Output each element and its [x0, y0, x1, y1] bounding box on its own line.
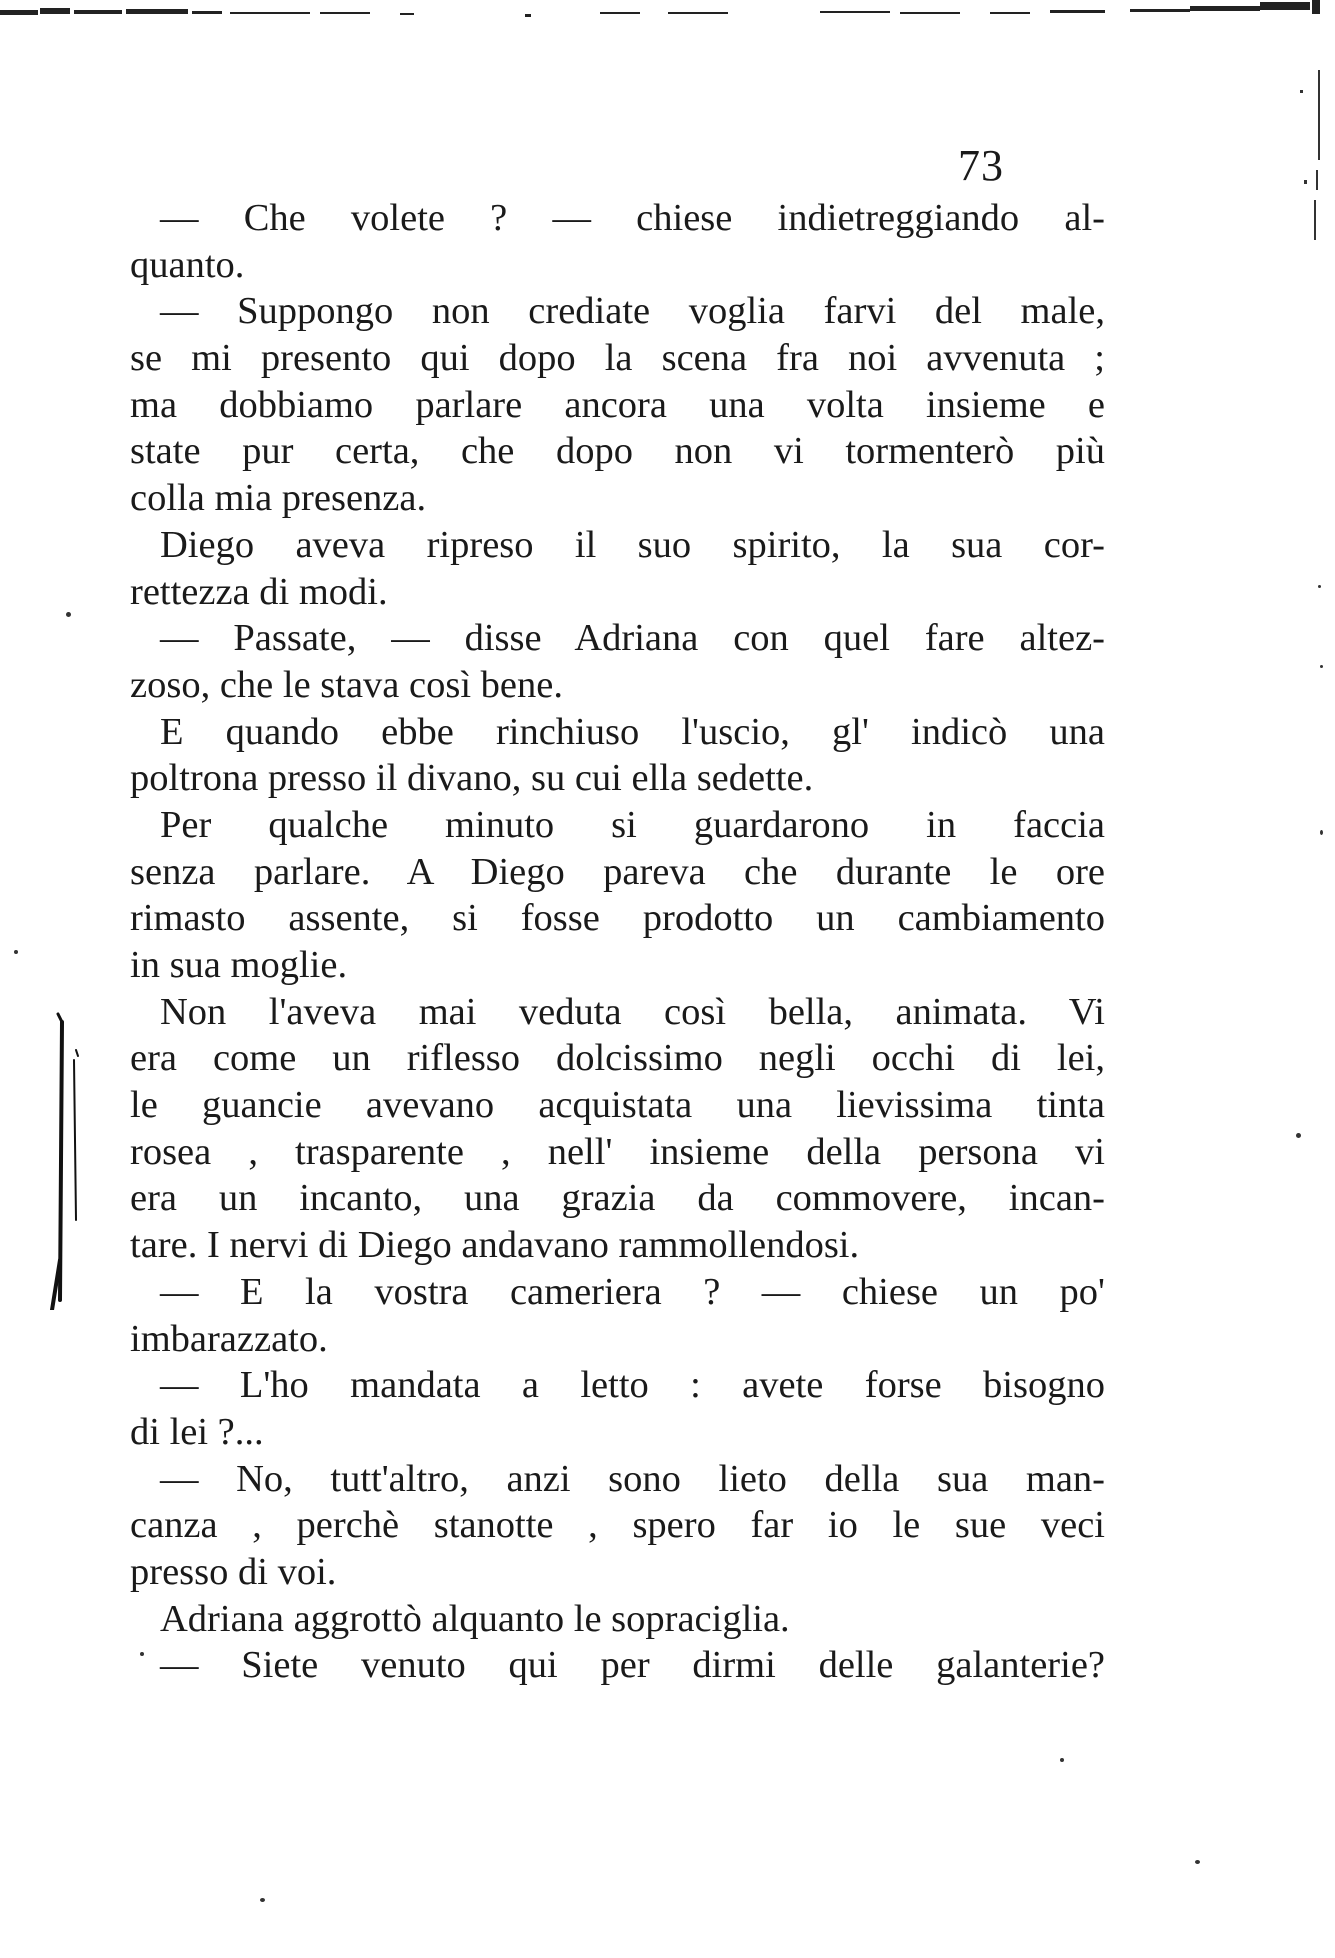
text-line: — No, tutt'altro, anzi sono lieto della sua man- — [160, 1457, 1105, 1500]
text-line: rettezza di modi. — [130, 570, 388, 613]
text-line: presso di voi. — [130, 1550, 337, 1593]
text-line: era come un riflesso dolcissimo negli occhi di lei, — [130, 1037, 1105, 1080]
text-line: — E la vostra cameriera ? — chiese un po' — [160, 1270, 1105, 1313]
paper-speck — [1320, 830, 1323, 835]
text-line: Per qualche minuto si guardarono in faccia — [160, 803, 1105, 846]
paper-speck — [1195, 1860, 1200, 1864]
paper-speck — [1060, 1758, 1064, 1762]
text-line: Adriana aggrottò alquanto le sopraciglia. — [160, 1597, 790, 1640]
text-line: tare. I nervi di Diego andavano rammollendosi. — [130, 1224, 860, 1267]
paper-speck — [14, 950, 18, 954]
paper-speck — [1320, 665, 1323, 668]
text-line: se mi presento qui dopo la scena fra noi avvenuta ; — [130, 337, 1105, 380]
scan-margin-artifact — [1290, 60, 1330, 260]
text-line: canza , perchè stanotte , spero far io le sue veci — [130, 1504, 1105, 1547]
text-line: di lei ?... — [130, 1410, 264, 1453]
paper-speck — [1318, 585, 1321, 588]
text-line: rimasto assente, si fosse prodotto un cambiamento — [130, 897, 1105, 940]
paper-speck — [66, 612, 71, 617]
text-line: in sua moglie. — [130, 944, 348, 986]
text-line: era un incanto, una grazia da commovere, incan- — [130, 1177, 1105, 1220]
text-line: Non l'aveva mai veduta così bella, animata. Vi — [160, 990, 1105, 1033]
text-line: ma dobbiamo parlare ancora una volta insieme e — [130, 383, 1105, 426]
margin-bracket-mark — [40, 1010, 95, 1310]
paper-speck — [260, 1898, 265, 1902]
text-line: — Siete venuto qui per dirmi delle galanterie? — [160, 1644, 1105, 1687]
text-line: senza parlare. A Diego pareva che durante le ore — [130, 850, 1105, 893]
page-number: 73 — [958, 141, 1004, 190]
paper-speck — [1296, 1133, 1301, 1138]
body-text — [130, 195, 1105, 1689]
text-line: zoso, che le stava così bene. — [130, 663, 563, 706]
text-line: rosea , trasparente , nell' insieme della persona vi — [130, 1130, 1105, 1173]
text-line: E quando ebbe rinchiuso l'uscio, gl' indicò una — [160, 710, 1105, 753]
text-line: le guancie avevano acquistata una lievissima tinta — [130, 1084, 1105, 1127]
text-line: — Che volete ? — chiese indietreggiando al- — [160, 197, 1105, 239]
paper-speck — [140, 1652, 144, 1656]
text-line: imbarazzato. — [130, 1317, 328, 1360]
text-line: quanto. — [130, 243, 245, 286]
scan-edge-artifact — [0, 0, 1335, 22]
text-line: poltrona presso il divano, su cui ella sedette. — [130, 757, 814, 800]
text-line: — Suppongo non crediate voglia farvi del male, — [160, 290, 1105, 333]
text-line: colla mia presenza. — [130, 477, 427, 520]
text-line: state pur certa, che dopo non vi tormenterò più — [130, 430, 1105, 473]
text-line: — L'ho mandata a letto : avete forse bisogno — [160, 1364, 1105, 1407]
text-line: — Passate, — disse Adriana con quel fare altez- — [160, 617, 1105, 660]
text-line: Diego aveva ripreso il suo spirito, la sua cor- — [160, 523, 1105, 566]
